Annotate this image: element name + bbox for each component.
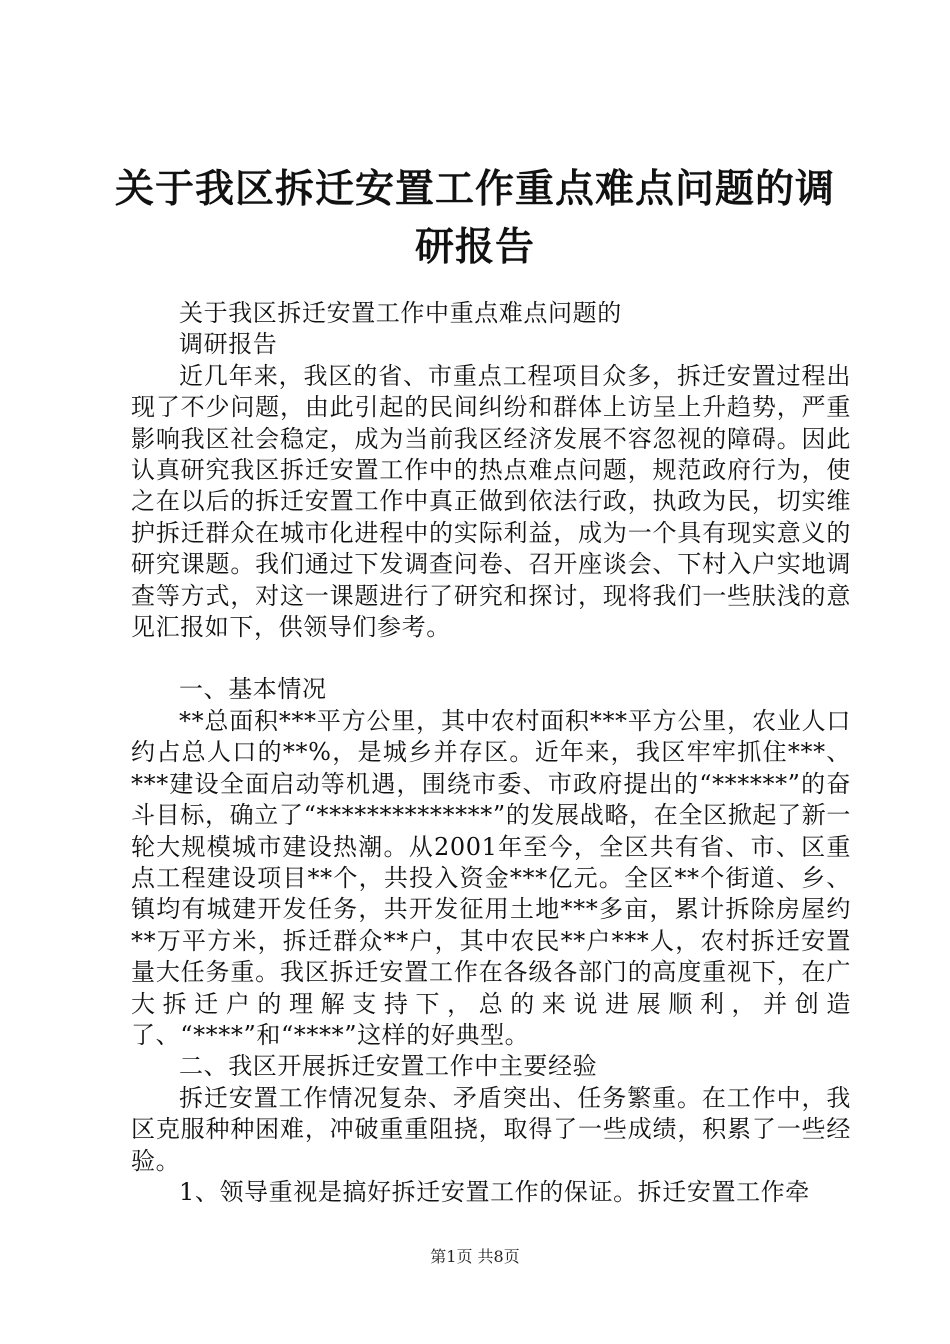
paragraph-intro: 近几年来，我区的省、市重点工程项目众多，拆迁安置过程出现了不少问题，由此引起的民间纠纷和群体上访呈上升趋势，严重影响我区社会稳定，成为当前我区经济发展不容忽视的障碍。因此认真研究我区拆迁安置工作中的热点难点问题，规范政府行为，使之在以后的拆迁安置工作中真正做到依法行政，执政为民，切实维护拆迁群众在城市化进程中的实际利益，成为一个具有现实意义的研究课题。我们通过下发调查问卷、召开座谈会、下村入户实地调查等方式，对这一课题进行了研究和探讨，现将我们一些肤浅的意见汇报如下，供领导们参考。 (131, 361, 851, 642)
section-heading-experience: 二、我区开展拆迁安置工作中主要经验 (179, 1052, 598, 1081)
document-body (131, 298, 851, 1208)
subtitle-line-2: 调研报告 (179, 330, 278, 359)
document-title: 关于我区拆迁安置工作重点难点问题的调研报告 (114, 166, 835, 270)
page-number: 第1页 共8页 (430, 1247, 520, 1266)
paragraph-experience: 拆迁安置工作情况复杂、矛盾突出、任务繁重。在工作中，我区克服种种困难，冲破重重阻挠，取得了一些成绩，积累了一些经验。 (131, 1083, 851, 1175)
subtitle-line-1: 关于我区拆迁安置工作中重点难点问题的 (179, 299, 622, 327)
paragraph-basic-situation: **总面积***平方公里，其中农村面积***平方公里，农业人口约占总人口的**%，是城乡并存区。近年来，我区牢牢抓住***、***建设全面启动等机遇，围绕市委、市政府提出的“******”的奋斗目标，确立了“**************”的发展战略，在全区掀起了新一轮大规模城市建设热潮。从2001年至今，全区共有省、市、区重点工程建设项目**个，共投入资金***亿元。全区**个街道、乡、镇均有城建开发任务，共开发征用土地***多亩，累计拆除房屋约**万平方米，拆迁群众**户，其中农民**户***人，农村拆迁安置量大任务重。我区拆迁安置工作在各级各部门的高度重视下，在广大拆迁户的理解支持下，总的来说进展顺利，并创造了、“****”和“****”这样的好典型。 (131, 706, 851, 1049)
section-heading-basic: 一、基本情况 (179, 675, 327, 704)
paragraph-point-1: 1、领导重视是搞好拆迁安置工作的保证。拆迁安置工作牵 (179, 1177, 810, 1206)
